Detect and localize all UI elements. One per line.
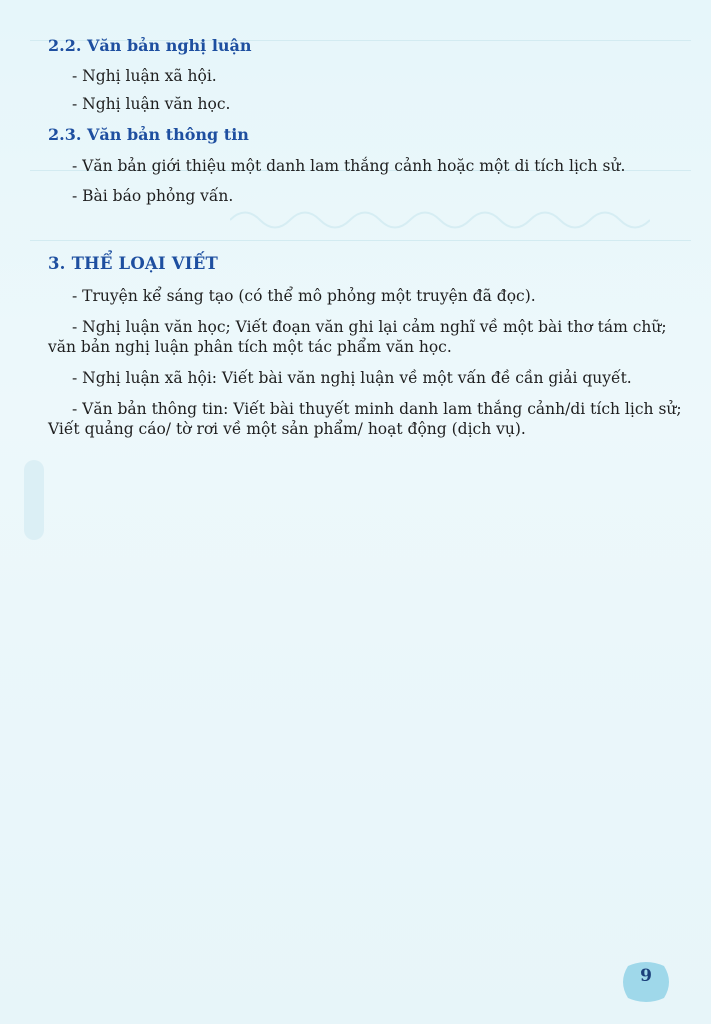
- list-item-continuation: văn bản nghị luận phân tích một tác phẩm văn học.: [48, 338, 452, 356]
- heading-nghi-luan: 2.2. Văn bản nghị luận: [48, 36, 252, 55]
- list-item-continuation: Viết quảng cáo/ tờ rơi về một sản phẩm/ hoạt động (dịch vụ).: [48, 420, 526, 438]
- heading-thong-tin: 2.3. Văn bản thông tin: [48, 125, 249, 144]
- list-item: - Truyện kể sáng tạo (có thể mô phỏng một truyện đã đọc).: [72, 287, 536, 305]
- heading-the-loai-viet: 3. THỂ LOẠI VIẾT: [48, 254, 218, 273]
- page-number: 9: [640, 966, 652, 986]
- list-item: - Nghị luận xã hội.: [72, 67, 217, 85]
- list-item: - Văn bản giới thiệu một danh lam thắng cảnh hoặc một di tích lịch sử.: [72, 157, 626, 175]
- list-item: - Nghị luận văn học; Viết đoạn văn ghi lại cảm nghĩ về một bài thơ tám chữ;: [72, 318, 667, 336]
- list-item: - Bài báo phỏng vấn.: [72, 187, 234, 205]
- list-item: - Nghị luận xã hội: Viết bài văn nghị luận về một vấn đề cần giải quyết.: [72, 369, 632, 387]
- list-item: - Văn bản thông tin: Viết bài thuyết minh danh lam thắng cảnh/di tích lịch sử;: [72, 400, 682, 418]
- list-item: - Nghị luận văn học.: [72, 95, 231, 113]
